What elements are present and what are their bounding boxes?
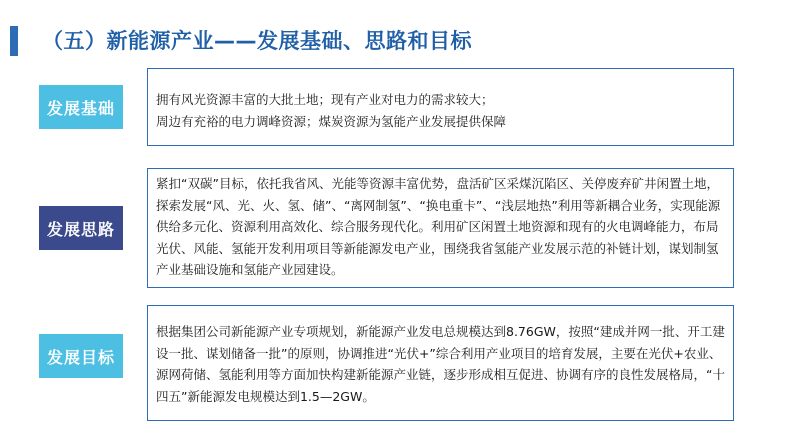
approach-text: 紧扣“双碳”目标，依托我省风、光能等资源丰富优势，盘活矿区采煤沉陷区、关停废弃矿井闲置土地，探索发展“风、光、火、氢、储”、“离网制氢”、“换电重卡”、“浅层地热”利用等新耦合业务，实现能源供给多元化、资源利用高效化、综合服务现代化。利用矿区闲置土地资源和现有的火电调峰能力，布局光伏、风能、氢能开发利用项目等新能源发电产业，围绕我省氢能产业发展示范的补链计划，谋划制氢产业基础设施和氢能产业园建设。 (156, 176, 721, 277)
section-box-approach (147, 168, 734, 288)
goal-text: 根据集团公司新能源产业专项规划，新能源产业发电总规模达到8.76GW，按照“建成并网一批、开工建设一批、谋划储备一批”的原则，协调推进“光伏+”综合利用产业项目的培育发展，主要在光伏+农业、源网荷储、氢能利用等方面加快构建新能源产业链，逐步形成相互促进、协调有序的良性发展格局，“十四五”新能源发电规模达到1.5—2GW。 (156, 324, 725, 404)
section-label-approach: 发展思路 (39, 206, 123, 250)
slide-title: （五）新能源产业——发展基础、思路和目标 (42, 29, 472, 53)
section-label-basis: 发展基础 (39, 85, 123, 129)
basis-line-2: 周边有充裕的电力调峰资源；煤炭资源为氢能产业发展提供保障 (156, 113, 507, 129)
basis-line-1: 拥有风光资源丰富的大批土地；现有产业对电力的需求较大； (156, 92, 494, 107)
title-accent-bar (10, 26, 18, 56)
section-box-goal (147, 305, 734, 421)
section-label-goal: 发展目标 (39, 334, 123, 378)
section-box-basis (147, 68, 734, 146)
